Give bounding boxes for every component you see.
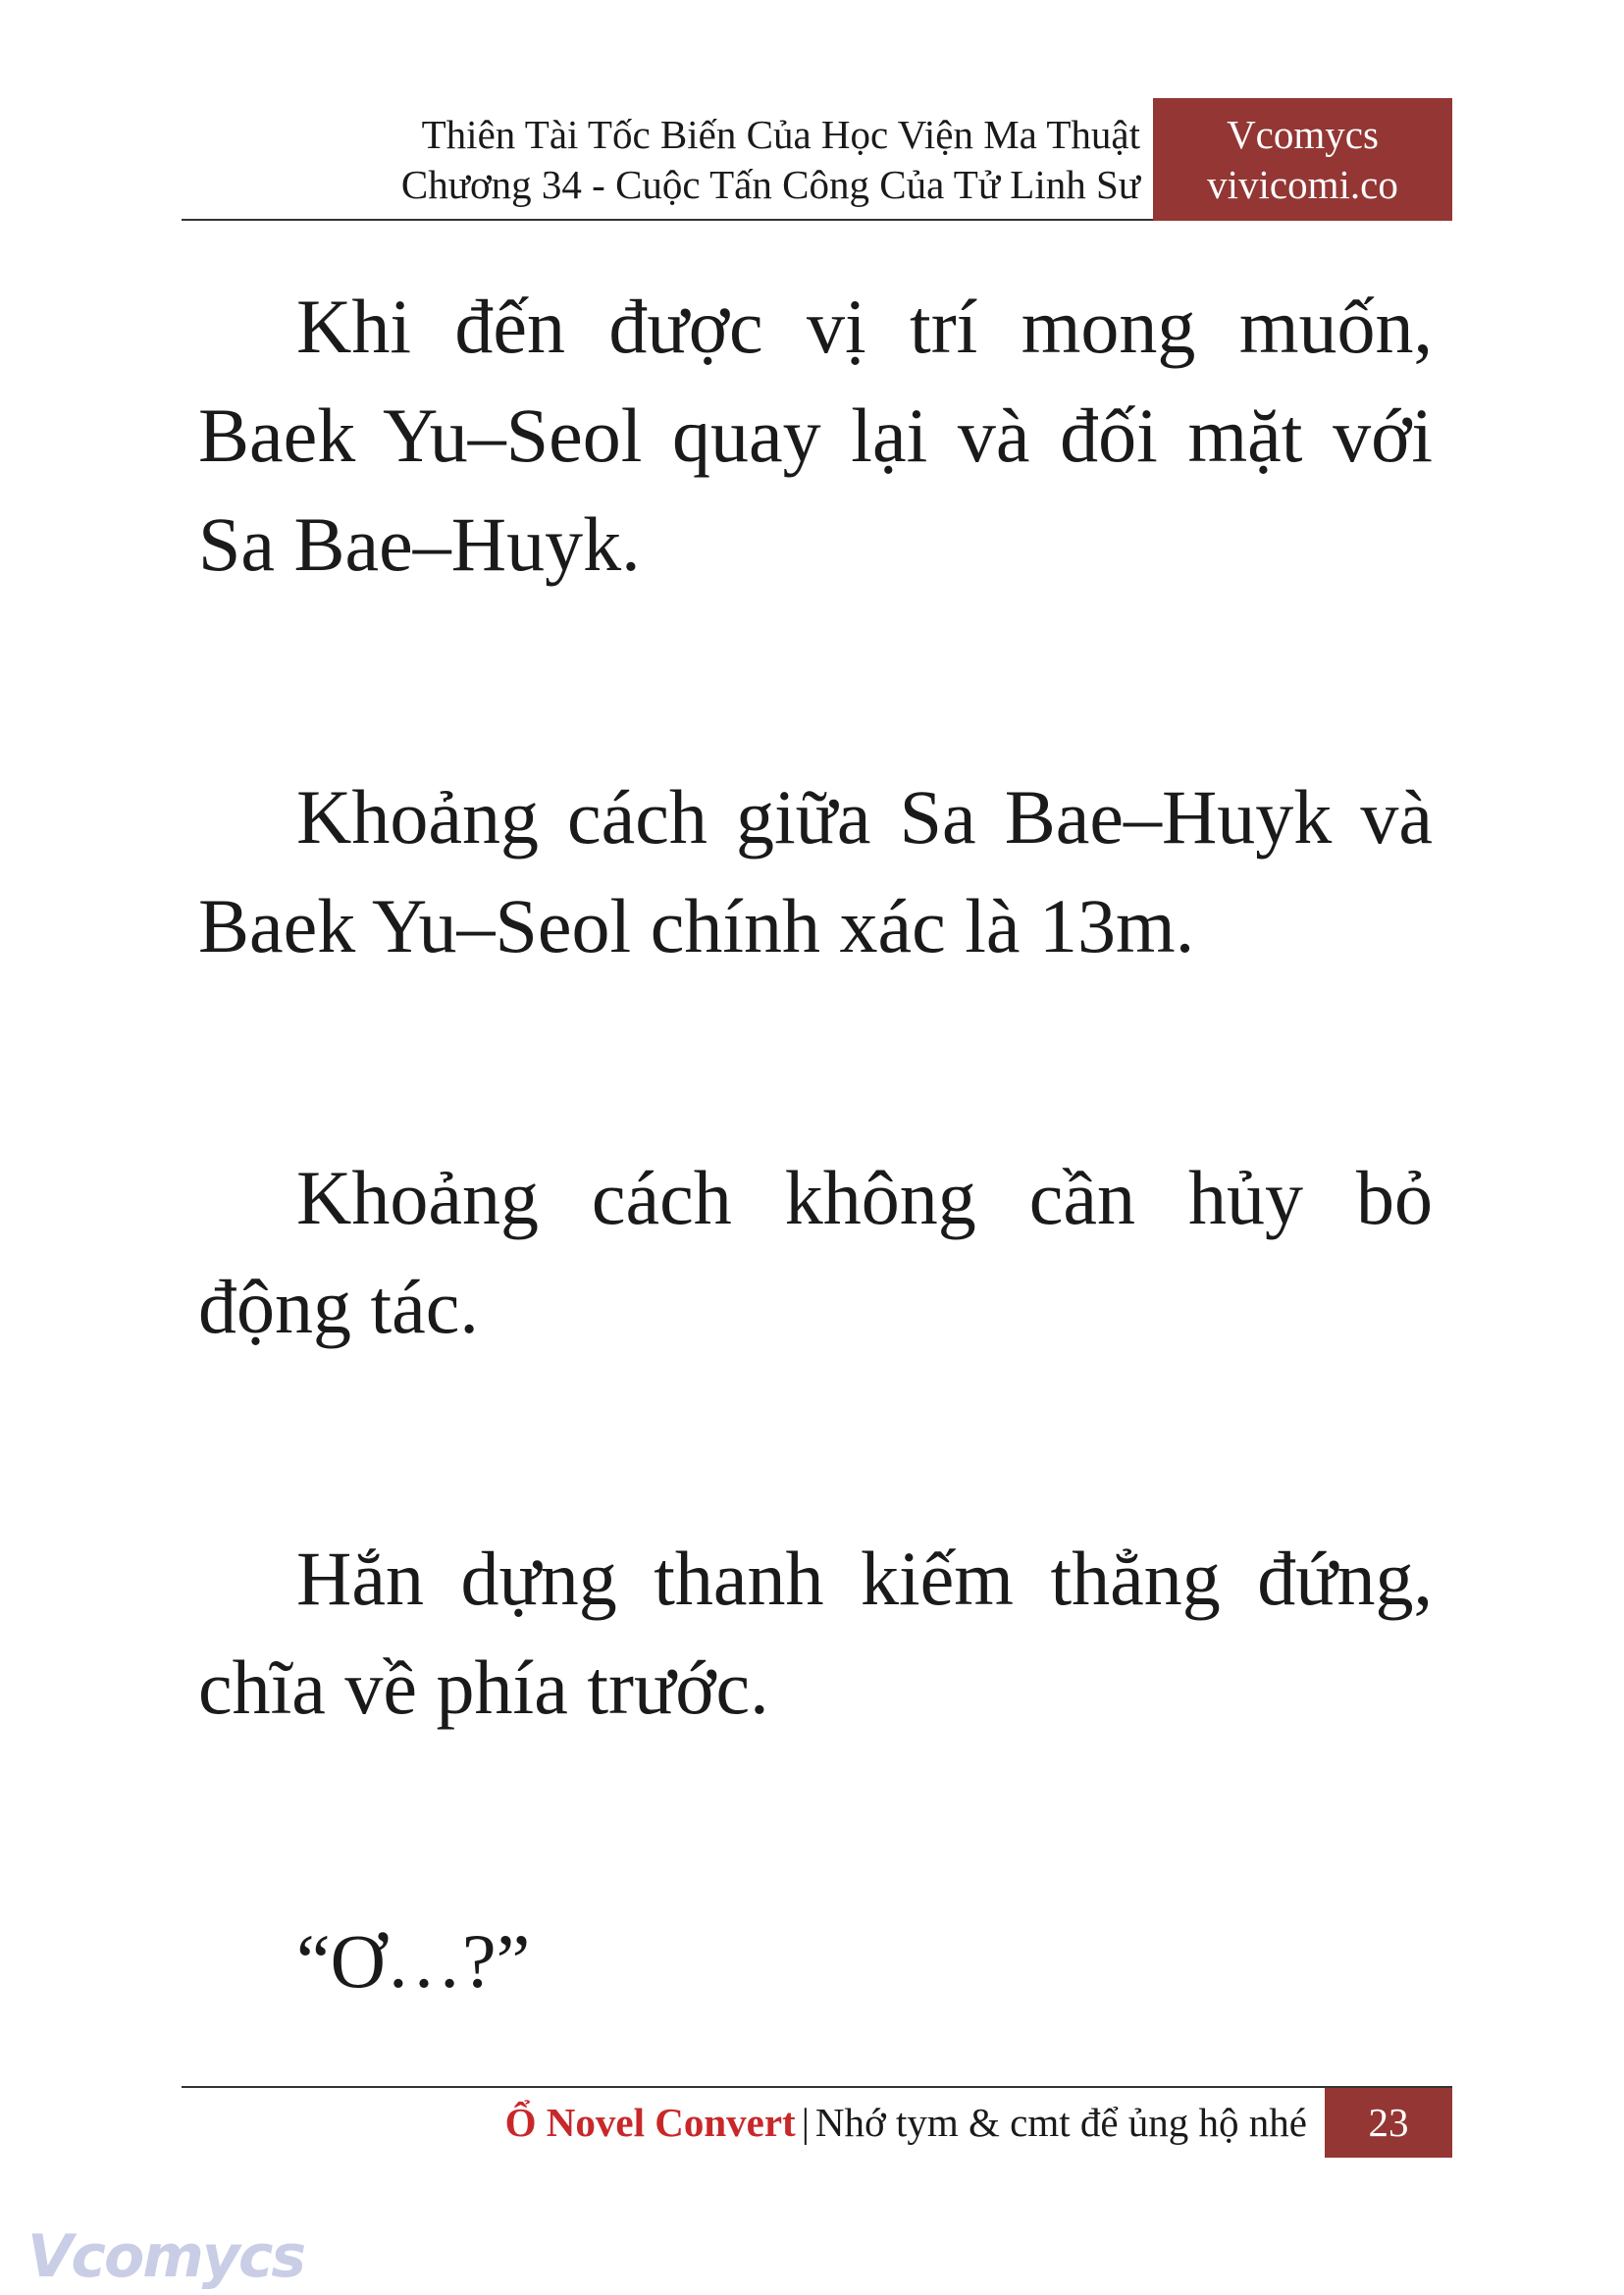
brand-name: Vcomycs <box>1227 112 1379 157</box>
header-divider <box>182 219 1153 221</box>
header-brand-box <box>1153 98 1452 221</box>
paragraph-2: Khoảng cách giữa Sa Bae–Huyk và Baek Yu–Seol chính xác là 13m. <box>198 774 1433 968</box>
footer-brand: Ổ Novel Convert <box>504 2100 796 2145</box>
footer-divider <box>182 2086 1452 2088</box>
watermark-logo: Vcomycs <box>27 2222 305 2291</box>
paragraph-1: Khi đến được vị trí mong muốn, Baek Yu–Seol quay lại và đối mặt với Sa Bae–Huyk. <box>198 284 1433 587</box>
brand-site: vivicomi.co <box>1207 162 1398 207</box>
footer-separator: | <box>801 2100 810 2145</box>
footer-message: Nhớ tym & cmt để ủng hộ nhé <box>814 2100 1307 2145</box>
paragraph-5: “Ơ…?” <box>296 1918 531 2004</box>
chapter-title: Chương 34 - Cuộc Tấn Công Của Tử Linh Sư <box>400 162 1140 207</box>
book-title: Thiên Tài Tốc Biến Của Học Viện Ma Thuật <box>421 112 1140 157</box>
header-titles <box>401 110 1140 210</box>
paragraph-3: Khoảng cách không cần hủy bỏ động tác. <box>198 1155 1433 1349</box>
paragraph-4: Hắn dựng thanh kiếm thẳng đứng, chĩa về phía trước. <box>198 1536 1433 1730</box>
page-number: 23 <box>1325 2088 1452 2158</box>
footer-text <box>505 2098 1307 2147</box>
page-footer <box>182 2086 1452 2158</box>
page-header <box>182 98 1452 221</box>
